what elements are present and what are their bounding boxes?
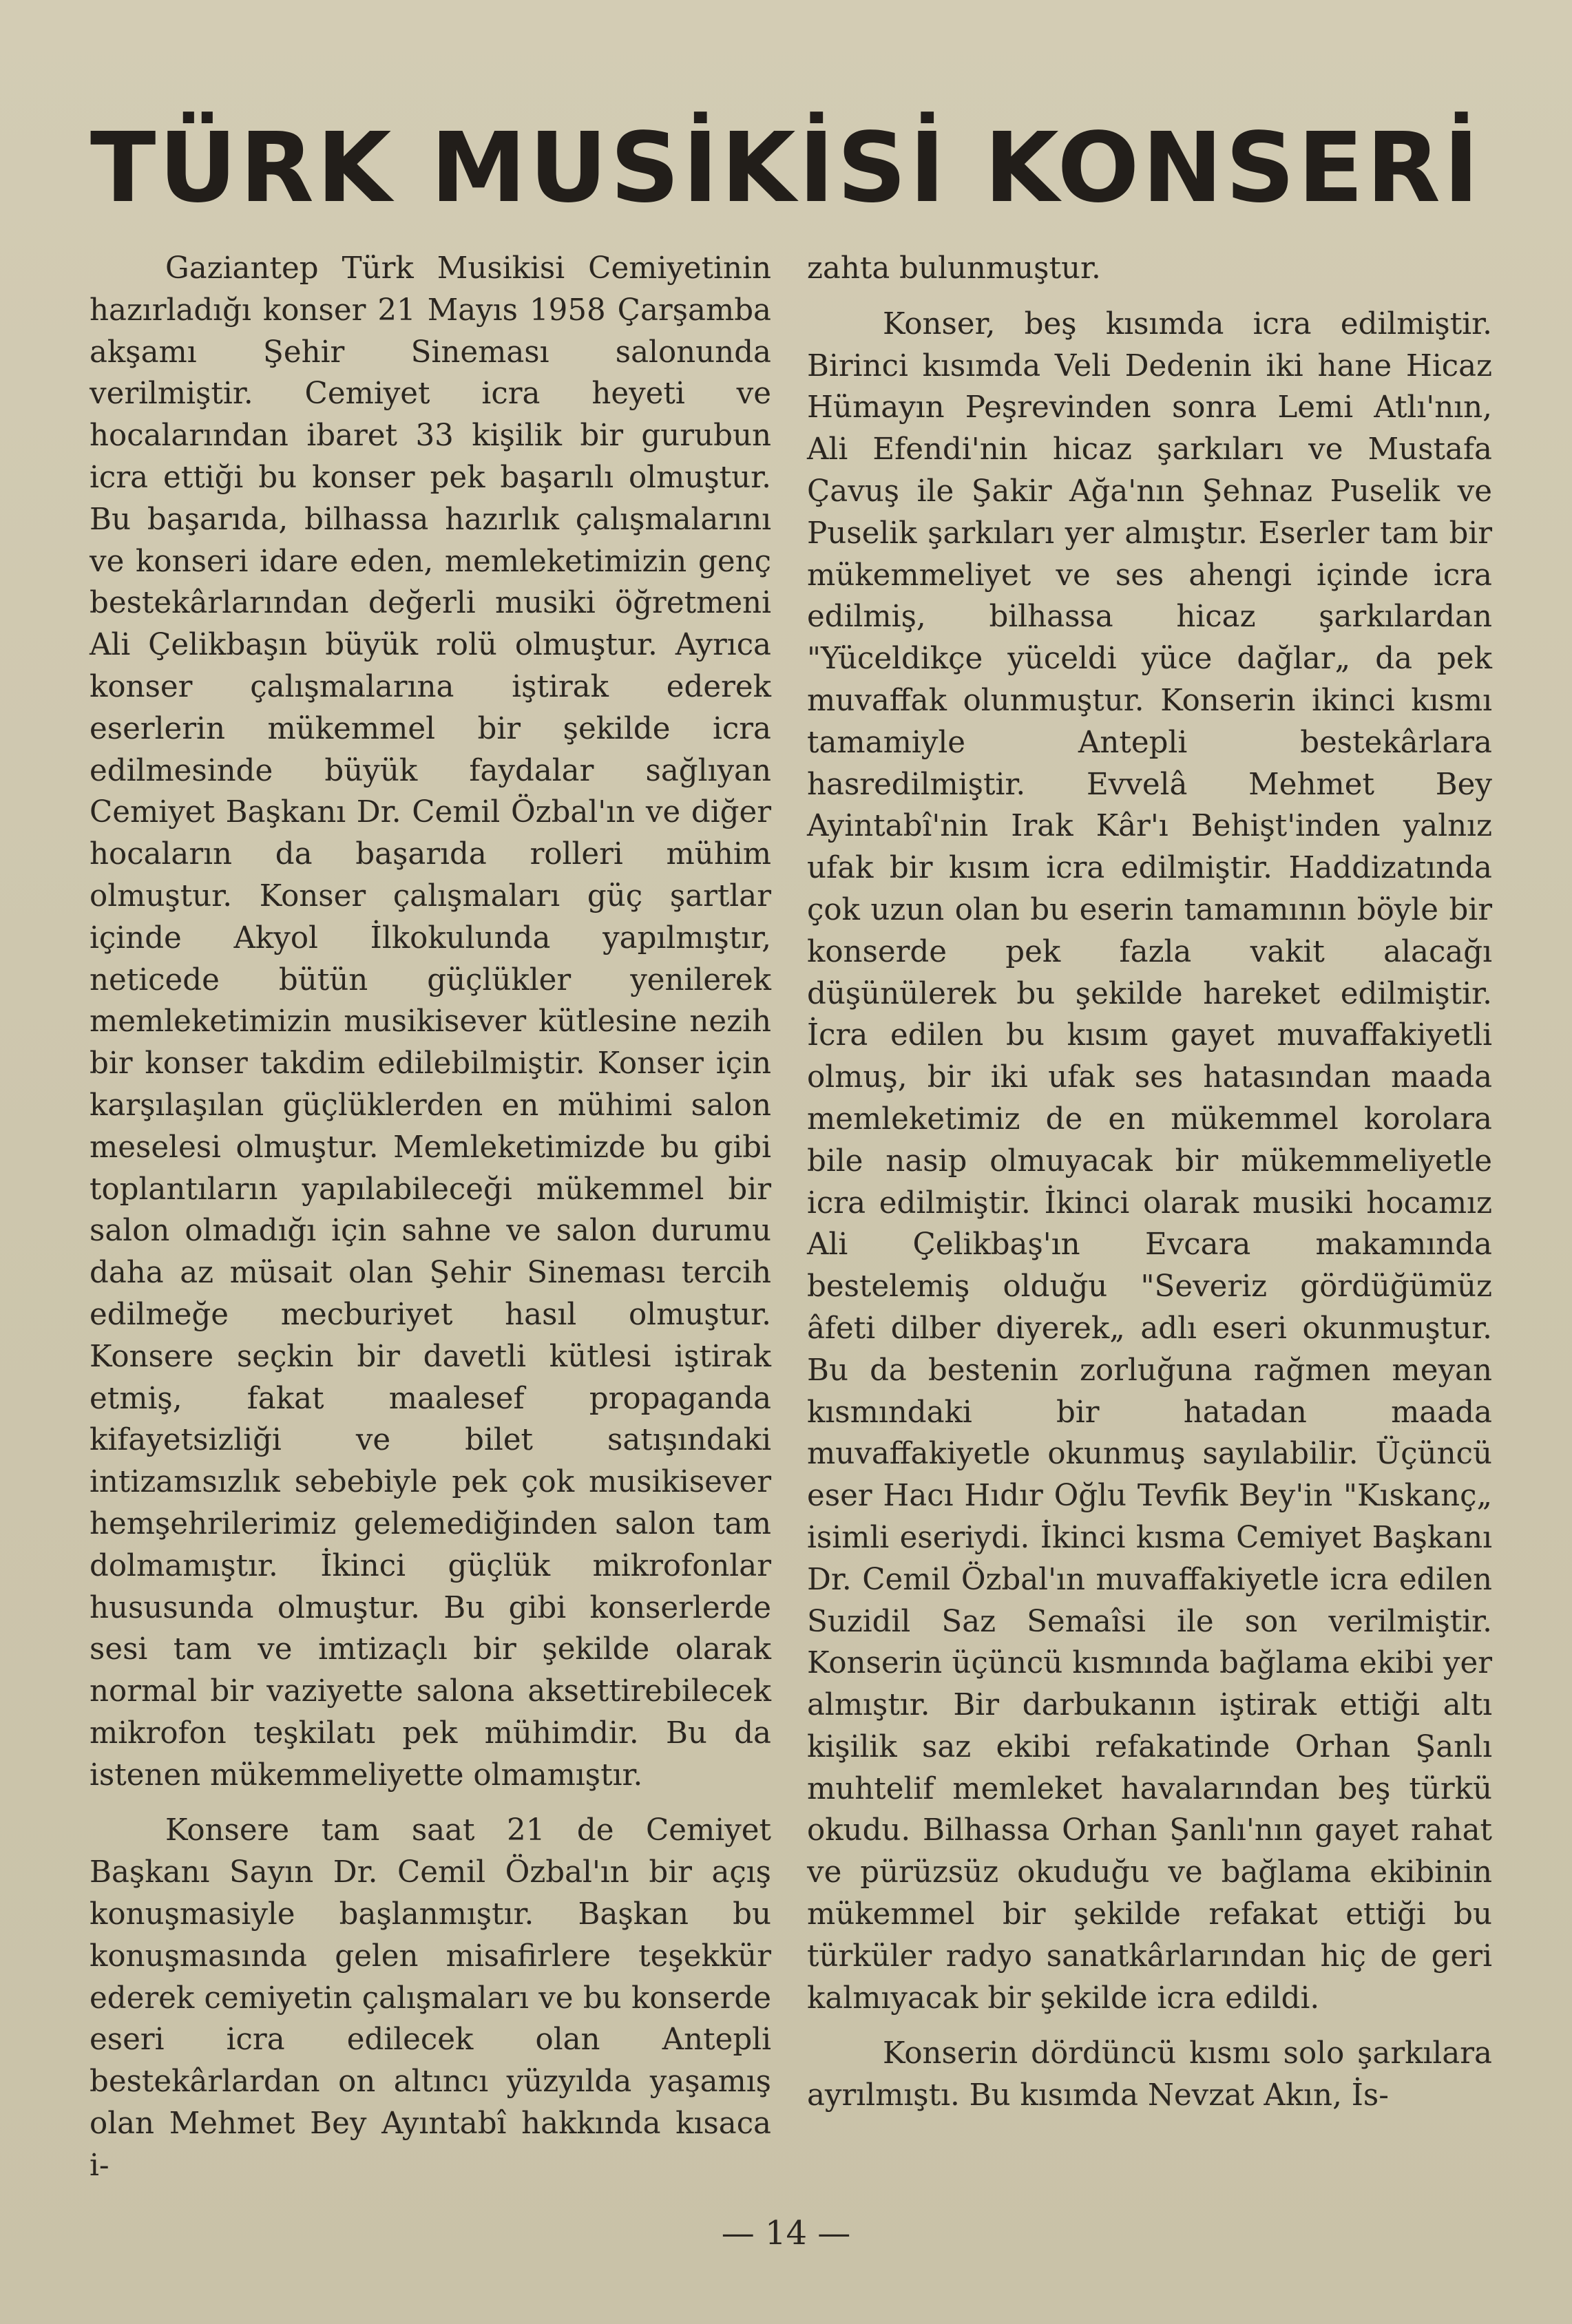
left-column: [90, 248, 771, 2187]
right-column: [807, 248, 1492, 2117]
left-paragraph-1: Gaziantep Türk Musikisi Cemiyetinin hazırladığı konser 21 Mayıs 1958 Çarşamba akşamı Şehir Sineması salonunda verilmiştir. Cemiyet icra heyeti ve hocalarından ibaret 33 kişilik bir gurubun icra ettiği bu konser pek başarılı olmuştur. Bu başarıda, bilhassa hazırlık çalışmalarını ve konseri idare eden, memleketimizin genç bestekârlarından değerli musiki öğretmeni Ali Çelikbaşın büyük rolü olmuştur. Ayrıca konser çalışmalarına iştirak ederek eserlerin mükemmel bir şekilde icra edilmesinde büyük faydalar sağlıyan Cemiyet Başkanı Dr. Cemil Özbal'ın ve diğer hocaların da başarıda rolleri mühim olmuştur. Konser çalışmaları güç şartlar içinde Akyol İlkokulunda yapılmıştır, neticede bütün güçlükler yenilerek memleketimizin musikisever kütlesine nezih bir konser takdim edilebilmiştir. Konser için karşılaşılan güçlüklerden en mühimi salon meselesi olmuştur. Memleketimizde bu gibi toplantıların yapılabileceği mükemmel bir salon olmadığı için sahne ve salon durumu daha az müsait olan Şehir Sineması tercih edilmeğe mecburiyet hasıl olmuştur. Konsere seçkin bir davetli kütlesi iştirak etmiş, fakat maalesef propaganda kifayetsizliği ve bilet satışındaki intizamsızlık sebebiyle pek çok musikisever hemşehrilerimiz gelemediğinden salon tam dolmamıştır. İkinci güçlük mikrofonlar hususunda olmuştur. Bu gibi konserlerde sesi tam ve imtizaçlı bir şekilde olarak normal bir vaziyette salona aksettirebilecek mikrofon teşkilatı pek mühimdir. Bu da istenen mükemmeliyette olmamıştır.: [90, 251, 771, 1793]
page-number: — 14 —: [721, 2214, 851, 2252]
right-paragraph-1: zahta bulunmuştur.: [807, 251, 1101, 286]
right-paragraph-3: Konserin dördüncü kısmı solo şarkılara ayrılmıştı. Bu kısımda Nevzat Akın, İs-: [807, 2036, 1492, 2113]
article-title: TÜRK MUSİKİSİ KONSERİ: [90, 112, 1482, 224]
right-paragraph-2: Konser, beş kısımda icra edilmiştir. Birinci kısımda Veli Dedenin iki hane Hicaz Hümayın Peşrevinden sonra Lemi Atlı'nın, Ali Efendi'nin hicaz şarkıları ve Mustafa Çavuş ile Şakir Ağa'nın Şehnaz Puselik ve Puselik şarkıları yer almıştır. Eserler tam bir mükemmeliyet ve ses ahengi içinde icra edilmiş, bilhassa hicaz şarkılardan "Yüceldikçe yüceldi yüce dağlar„ da pek muvaffak olunmuştur. Konserin ikinci kısmı tamamiyle Antepli bestekârlara hasredilmiştir. Evvelâ Mehmet Bey Ayintabî'nin Irak Kâr'ı Behişt'inden yalnız ufak bir kısım icra edilmiştir. Haddizatında çok uzun olan bu eserin tamamının böyle bir konserde pek fazla vakit alacağı düşünülerek bu şekilde hareket edilmiştir. İcra edilen bu kısım gayet muvaffakiyetli olmuş, bir iki ufak ses hatasından maada memleketimiz de en mükemmel korolara bile nasip olmuyacak bir mükemmeliyetle icra edilmiştir. İkinci olarak musiki hocamız Ali Çelikbaş'ın Evcara makamında bestelemiş olduğu "Severiz gördüğümüz âfeti dilber diyerek„ adlı eseri okunmuştur. Bu da bestenin zorluğuna rağmen meyan kısmındaki bir hatadan maada muvaffakiyetle okunmuş sayılabilir. Üçüncü eser Hacı Hıdır Oğlu Tevfik Bey'in "Kıskanç„ isimli eseriydi. İkinci kısma Cemiyet Başkanı Dr. Cemil Özbal'ın muvaffakiyetle icra edilen Suzidil Saz Semaîsi ile son verilmiştir. Konserin üçüncü kısmında bağlama ekibi yer almıştır. Bir darbukanın iştirak ettiği altı kişilik saz ekibi refakatinde Orhan Şanlı muhtelif memleket havalarından beş türkü okudu. Bilhassa Orhan Şanlı'nın gayet rahat ve pürüzsüz okuduğu ve bağlama ekibinin mükemmel bir şekilde refakat ettiği bu türküler radyo sanatkârlarından hiç de geri kalmıyacak bir şekilde icra edildi.: [807, 306, 1492, 2016]
left-paragraph-2: Konsere tam saat 21 de Cemiyet Başkanı Sayın Dr. Cemil Özbal'ın bir açış konuşmasiyle başlanmıştır. Başkan bu konuşmasında gelen misafirlere teşekkür ederek cemiyetin çalışmaları ve bu konserde eseri icra edilecek olan Antepli bestekârlardan on altıncı yüzyılda yaşamış olan Mehmet Bey Ayıntabî hakkında kısaca i-: [90, 1813, 771, 2183]
